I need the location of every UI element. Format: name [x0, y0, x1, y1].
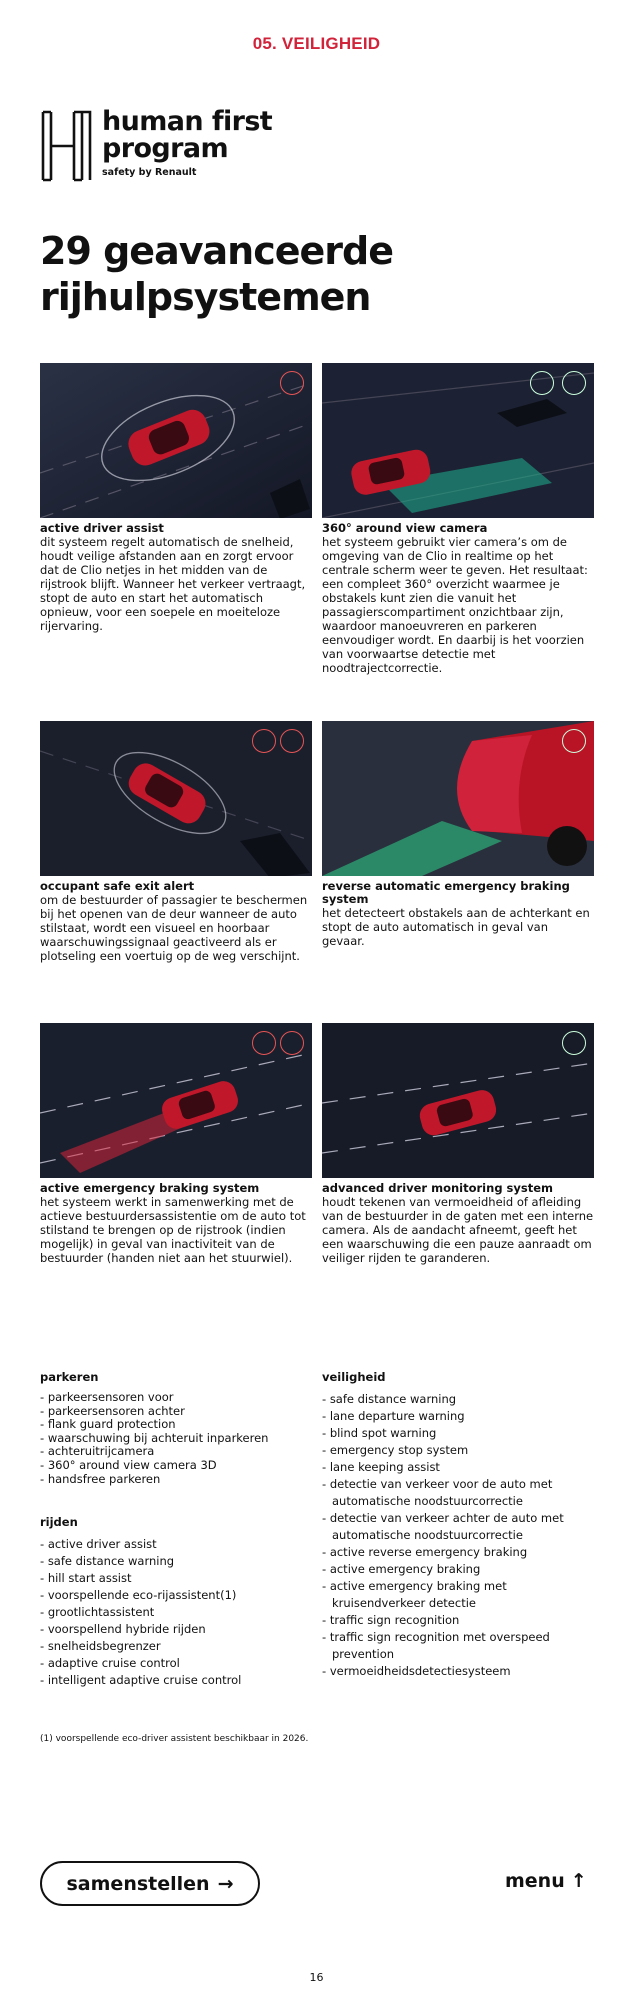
- feature-image-emergency-braking: [40, 1023, 312, 1178]
- list-item: - safe distance warning: [322, 1391, 594, 1408]
- list-rijden-items: [40, 1536, 312, 1689]
- list-item: - lane departure warning: [322, 1408, 594, 1425]
- menu-button[interactable]: [505, 1870, 587, 1892]
- list-item: - traffic sign recognition met overspeed prevention: [322, 1629, 594, 1663]
- page-number: 16: [309, 1971, 324, 1984]
- feature-image-driver-monitoring: [322, 1023, 594, 1178]
- list-item: - parkeersensoren voor: [40, 1391, 312, 1405]
- list-item: - active emergency braking: [322, 1561, 594, 1578]
- feature-driver-monitoring: [322, 1023, 594, 1265]
- feature-title: advanced driver monitoring system: [322, 1181, 554, 1195]
- list-item: - detectie van verkeer achter de auto met automatische noodstuurcorrectie: [322, 1510, 594, 1544]
- list-veiligheid-items: [322, 1391, 594, 1680]
- feature-image-safe-exit: [40, 721, 312, 876]
- feature-description: het systeem werkt in samenwerking met de actieve bestuurdersassistentie om de auto tot stilstand te brengen op de rijstrook (indien mogelijk) in geval van inactiviteit van de bestuurder (handen niet aan het stuurwiel).: [40, 1195, 306, 1265]
- section-tag: 05. VEILIGHEID: [252, 34, 381, 53]
- list-item: - voorspellend hybride rijden: [40, 1621, 312, 1638]
- list-heading: rijden: [40, 1515, 78, 1529]
- list-item: - intelligent adaptive cruise control: [40, 1672, 312, 1689]
- compose-button[interactable]: [40, 1861, 260, 1906]
- list-item: - parkeersensoren achter: [40, 1405, 312, 1419]
- list-item: - achteruitrijcamera: [40, 1445, 312, 1459]
- feature-title: active driver assist: [40, 521, 164, 535]
- list-veiligheid: [322, 1370, 594, 1680]
- feature-title: 360° around view camera: [322, 521, 488, 535]
- feature-description: het systeem gebruikt vier camera’s om de omgeving van de Clio in realtime op het centrale scherm weer te geven. Het resultaat: een compleet 360° overzicht waarmee je obstakels kunt zien die vanuit het passagierscompartiment onzichtbaar zijn, waardoor manoeuvreren en parkeren eenvoudiger wordt. En daarbij is het voorzien van voorwaartse detectie met noodtrajectcorrectie.: [322, 535, 588, 675]
- list-item: - 360° around view camera 3D: [40, 1459, 312, 1473]
- footnote: (1) voorspellende eco-driver assistent beschikbaar in 2026.: [40, 1734, 309, 1744]
- list-item: - lane keeping assist: [322, 1459, 594, 1476]
- list-item: - hill start assist: [40, 1570, 312, 1587]
- feature-reverse-emergency-braking: [322, 721, 594, 948]
- list-item: - snelheidsbegrenzer: [40, 1638, 312, 1655]
- feature-image-360-camera: [322, 363, 594, 518]
- speaker-warning-icon: [252, 729, 276, 753]
- feature-360-around-view-camera: [322, 363, 594, 675]
- feature-title: active emergency braking system: [40, 1181, 260, 1195]
- arrow-right-icon: →: [217, 1872, 234, 1895]
- list-item: - active reverse emergency braking: [322, 1544, 594, 1561]
- list-item: - grootlichtassistent: [40, 1604, 312, 1621]
- alert-bell-icon: [252, 1031, 276, 1055]
- feature-image-active-driver-assist: [40, 363, 312, 518]
- feature-title: occupant safe exit alert: [40, 879, 195, 893]
- parking-sensor-icon: [562, 371, 586, 395]
- headline-line-1: 29 geavanceerde: [40, 229, 393, 273]
- camera-view-icon: [530, 371, 554, 395]
- list-item: - active emergency braking met kruisendverkeer detectie: [322, 1578, 594, 1612]
- driver-assist-icon: [280, 371, 304, 395]
- human-first-program-logo: [40, 108, 340, 188]
- feature-description: dit systeem regelt automatisch de snelheid, houdt veilige afstanden aan en zorgt ervoor dat de Clio netjes in het midden van de rijstrook blijft. Wanneer het verkeer vertraagt, stopt de auto en start het automatisch opnieuw, voor een soepele en moeiteloze rijervaring.: [40, 535, 306, 633]
- list-item: - emergency stop system: [322, 1442, 594, 1459]
- logo-line-1: human first: [102, 106, 273, 137]
- menu-button-label: menu: [505, 1870, 565, 1892]
- list-item: - active driver assist: [40, 1536, 312, 1553]
- list-item: - waarschuwing bij achteruit inparkeren: [40, 1432, 312, 1446]
- h-monogram-icon: [40, 110, 92, 182]
- logo-line-2: program: [102, 133, 228, 164]
- list-item: - adaptive cruise control: [40, 1655, 312, 1672]
- list-item: - flank guard protection: [40, 1418, 312, 1432]
- reverse-braking-icon: [562, 729, 586, 753]
- list-item: - voorspellende eco-rijassistent(1): [40, 1587, 312, 1604]
- list-heading: veiligheid: [322, 1370, 386, 1384]
- list-item: - safe distance warning: [40, 1553, 312, 1570]
- list-parkeren-items: [40, 1391, 312, 1486]
- feature-active-emergency-braking: [40, 1023, 312, 1265]
- door-open-icon: [280, 729, 304, 753]
- list-item: - handsfree parkeren: [40, 1473, 312, 1487]
- list-heading: parkeren: [40, 1370, 99, 1384]
- list-item: - vermoeidheidsdetectiesysteem: [322, 1663, 594, 1680]
- feature-image-reverse-braking: [322, 721, 594, 876]
- feature-active-driver-assist: [40, 363, 312, 633]
- list-parkeren: [40, 1370, 312, 1486]
- driver-monitoring-icon: [562, 1031, 586, 1055]
- list-item: - traffic sign recognition: [322, 1612, 594, 1629]
- compose-button-label: samenstellen: [66, 1872, 210, 1895]
- headline-line-2: rijhulpsystemen: [40, 275, 371, 319]
- feature-occupant-safe-exit-alert: [40, 721, 312, 963]
- logo-subtitle: safety by Renault: [102, 167, 197, 178]
- feature-description: houdt tekenen van vermoeidheid of afleiding van de bestuurder in de gaten met een interne camera. Als de aandacht afneemt, geeft het een waarschuwing die een pauze aanraadt om veiliger rijden te garanderen.: [322, 1195, 594, 1265]
- feature-description: het detecteert obstakels aan de achterkant en stopt de auto automatisch in geval van gevaar.: [322, 906, 590, 948]
- feature-description: om de bestuurder of passagier te beschermen bij het openen van de deur wanneer de auto stilstaat, wordt een visueel en hoorbaar waarschuwingssignaal geactiveerd als er plotseling een voertuig op de weg verschijnt.: [40, 893, 308, 963]
- list-item: - detectie van verkeer voor de auto met automatische noodstuurcorrectie: [322, 1476, 594, 1510]
- feature-title: reverse automatic emergency braking system: [322, 879, 570, 906]
- list-rijden: [40, 1515, 312, 1689]
- stop-sign-icon: [280, 1031, 304, 1055]
- list-item: - blind spot warning: [322, 1425, 594, 1442]
- arrow-up-icon: ↑: [570, 1870, 587, 1892]
- page-headline: [40, 228, 600, 320]
